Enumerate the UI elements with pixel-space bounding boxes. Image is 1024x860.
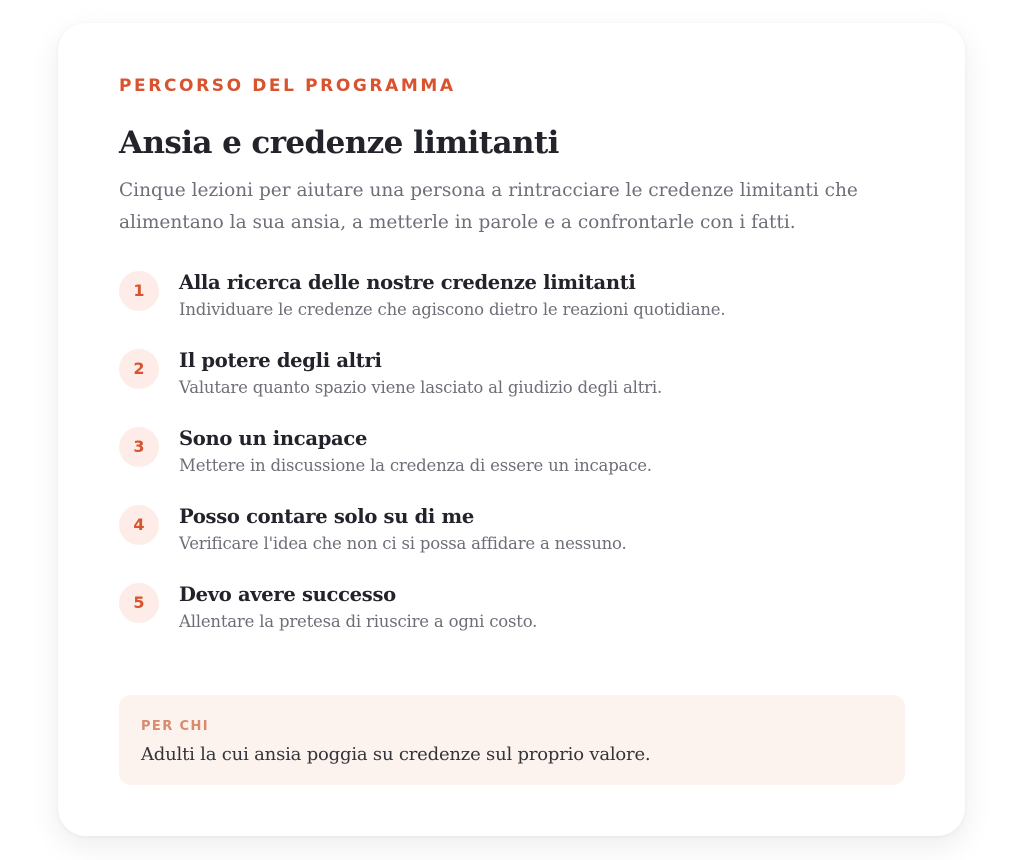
lesson-item-1 xyxy=(119,269,905,347)
lesson-title: Alla ricerca delle nostre credenze limitanti xyxy=(179,271,636,294)
lesson-number-badge: 1 xyxy=(119,271,159,311)
lesson-item-2 xyxy=(119,347,905,425)
lesson-description: Verificare l'idea che non ci si possa affidare a nessuno. xyxy=(179,534,627,553)
lesson-description: Individuare le credenze che agiscono dietro le reazioni quotidiane. xyxy=(179,300,726,319)
lesson-description: Allentare la pretesa di riuscire a ogni costo. xyxy=(179,612,538,631)
lesson-description: Mettere in discussione la credenza di essere un incapace. xyxy=(179,456,652,475)
page-title: Ansia e credenze limitanti xyxy=(119,125,559,161)
program-card xyxy=(58,23,965,836)
eyebrow-label: PERCORSO DEL PROGRAMMA xyxy=(119,76,456,96)
lesson-item-4 xyxy=(119,503,905,581)
lesson-number-badge: 5 xyxy=(119,583,159,623)
lesson-item-3 xyxy=(119,425,905,503)
lesson-number-badge: 2 xyxy=(119,349,159,389)
lesson-title: Sono un incapace xyxy=(179,427,368,450)
audience-label: PER CHI xyxy=(141,719,210,734)
program-intro: Cinque lezioni per aiutare una persona a rintracciare le credenze limitanti che alimentano la sua ansia, a metterle in parole e a confrontarle con i fatti. xyxy=(119,180,858,233)
lesson-number-badge: 3 xyxy=(119,427,159,467)
lesson-number-badge: 4 xyxy=(119,505,159,545)
audience-text: Adulti la cui ansia poggia su credenze sul proprio valore. xyxy=(141,744,651,765)
audience-panel xyxy=(119,695,905,785)
lesson-title: Posso contare solo su di me xyxy=(179,505,474,528)
lesson-item-5 xyxy=(119,581,905,659)
lesson-title: Il potere degli altri xyxy=(179,349,382,372)
lesson-title: Devo avere successo xyxy=(179,583,396,606)
lesson-description: Valutare quanto spazio viene lasciato al giudizio degli altri. xyxy=(179,378,662,397)
lesson-list xyxy=(119,269,905,659)
